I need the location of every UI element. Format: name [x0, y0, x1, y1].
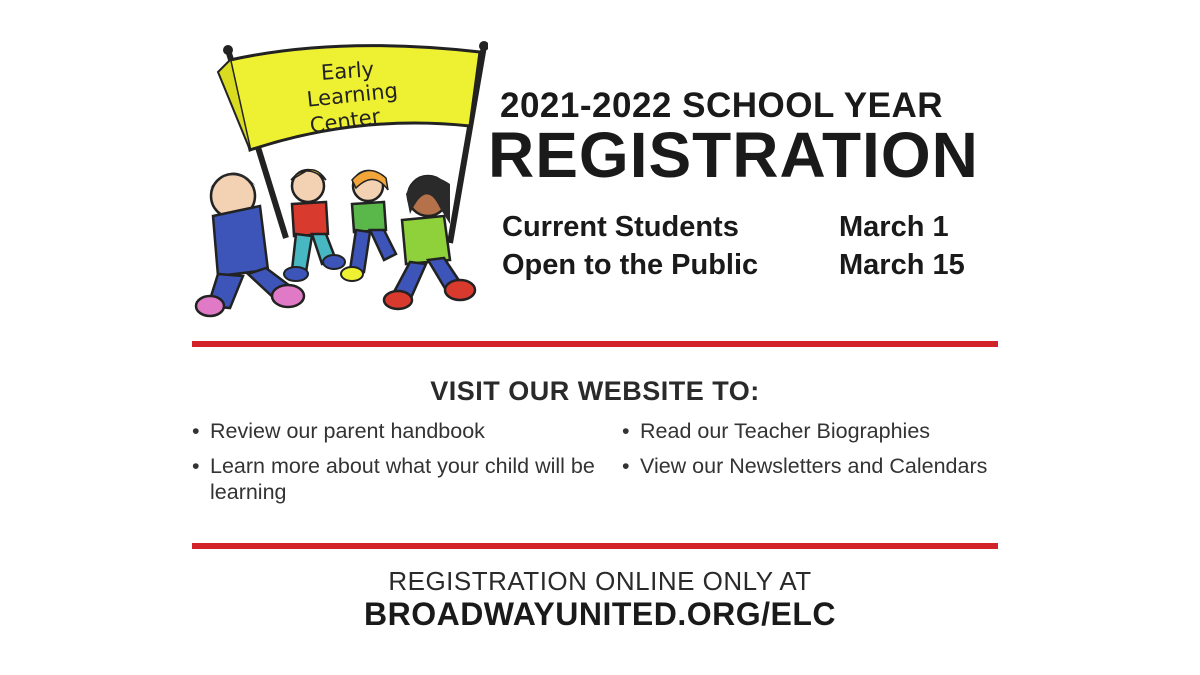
svg-text:Center: Center	[308, 104, 382, 138]
visit-website-heading: VISIT OUR WEBSITE TO:	[430, 376, 760, 406]
list-item	[622, 418, 1002, 444]
date-label: Current Students	[502, 211, 739, 243]
registration-dates	[502, 208, 982, 284]
bullet: •	[622, 419, 630, 443]
date-row-current-students	[502, 208, 982, 246]
date-value: March 1	[839, 211, 949, 243]
date-label: Open to the Public	[502, 249, 759, 281]
divider-top	[192, 341, 998, 347]
date-row-open-to-public	[502, 246, 982, 284]
list-item-text: Review our parent handbook	[210, 419, 485, 443]
registration-online-text: REGISTRATION ONLINE ONLY AT	[388, 566, 812, 596]
bullet: •	[192, 419, 200, 443]
list-item-text: Read our Teacher Biographies	[640, 419, 931, 443]
list-item-text: Learn more about what your child will be learning	[210, 454, 595, 504]
bullet: •	[192, 454, 200, 478]
visit-list-right	[622, 418, 1002, 488]
website-url: BROADWAYUNITED.ORG/ELC	[363, 596, 837, 632]
list-item-text: View our Newsletters and Calendars	[640, 454, 988, 478]
svg-text:Early: Early	[320, 57, 375, 85]
list-item	[622, 453, 1002, 479]
list-item	[192, 418, 612, 444]
list-item	[192, 453, 612, 505]
date-value: March 15	[839, 249, 965, 281]
bullet: •	[622, 454, 630, 478]
visit-list-left	[192, 418, 612, 514]
school-year-heading: 2021-2022 SCHOOL YEAR	[500, 86, 944, 125]
early-learning-center-logo	[188, 38, 488, 328]
divider-bottom	[192, 543, 998, 549]
registration-title: REGISTRATION	[488, 119, 979, 191]
svg-text:Learning: Learning	[305, 78, 399, 112]
